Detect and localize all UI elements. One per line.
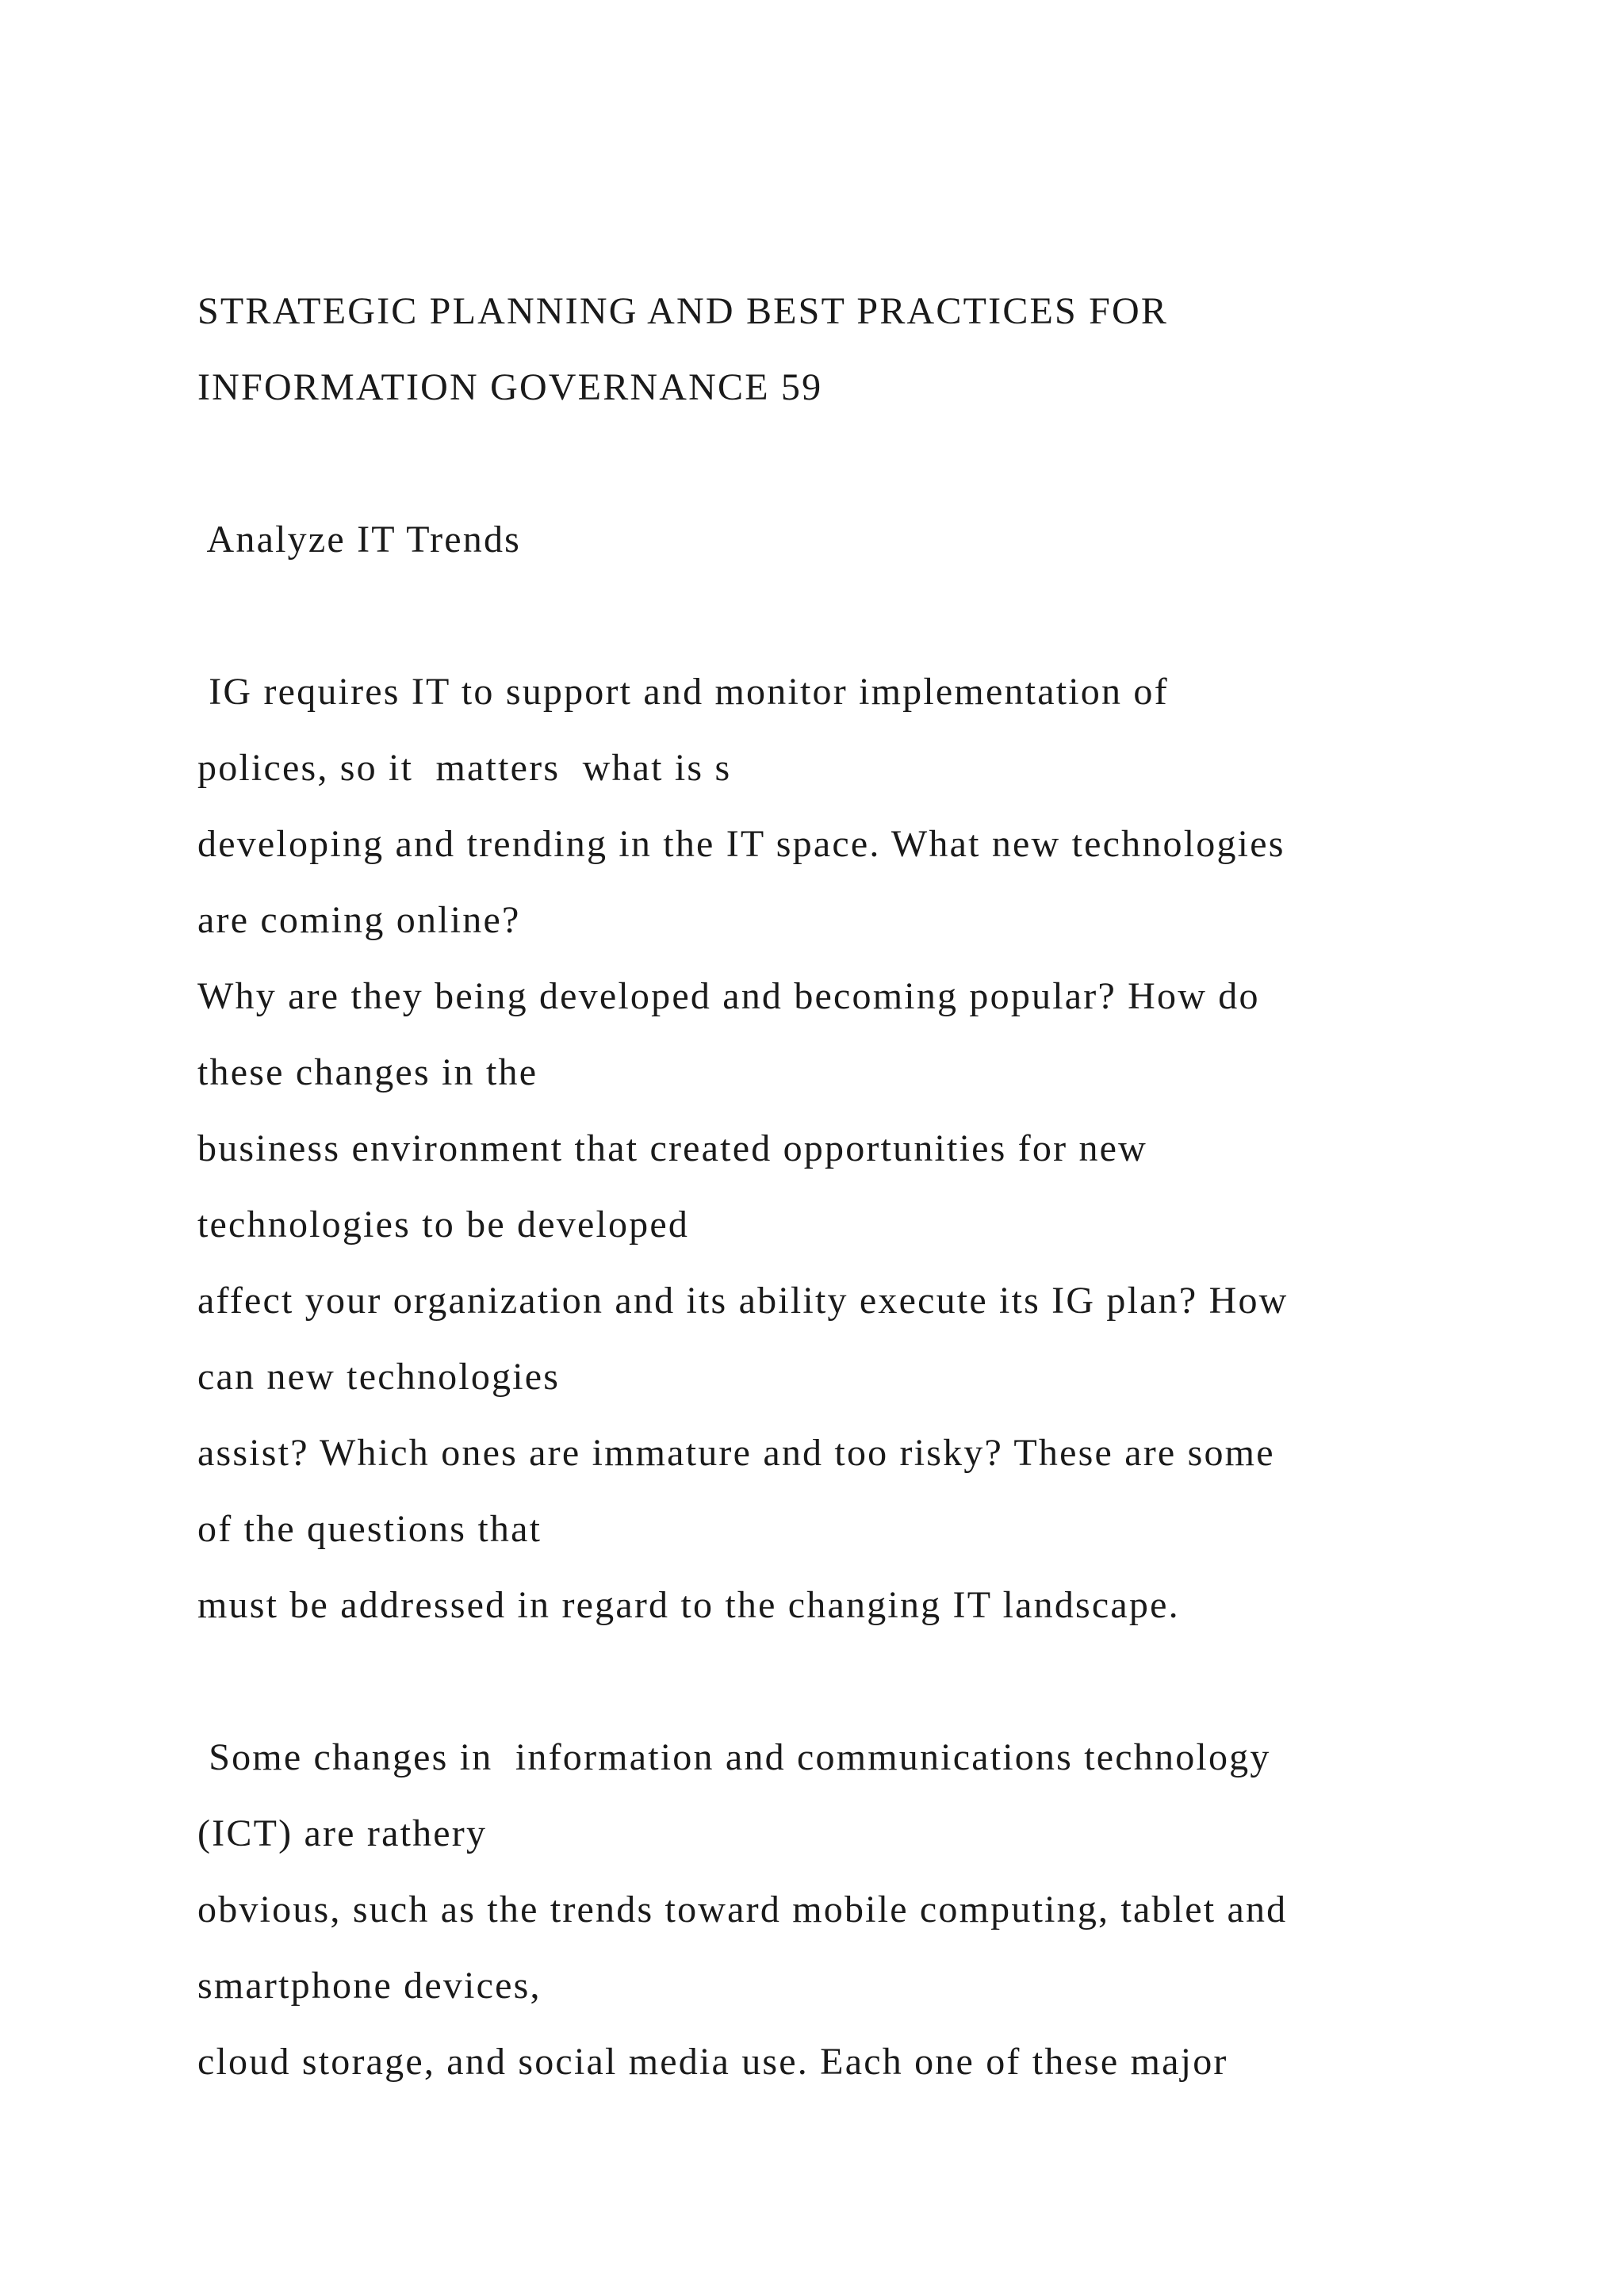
document-title [197, 274, 1545, 426]
text-line: are coming online? [197, 899, 521, 941]
paragraph [197, 1720, 1545, 2100]
title-line: STRATEGIC PLANNING AND BEST PRACTICES FOR [197, 290, 1169, 332]
spacer [197, 426, 1545, 502]
text-line: business environment that created opportunities for new [197, 1127, 1148, 1169]
text-line: can new technologies [197, 1356, 561, 1398]
text-line: IG requires IT to support and monitor implementation of [197, 671, 1169, 713]
text-line: polices, so it matters what is s [197, 747, 732, 789]
text-line: (ICT) are rathery [197, 1812, 488, 1854]
text-line: of the questions that [197, 1508, 542, 1550]
title-line: INFORMATION GOVERNANCE 59 [197, 366, 823, 408]
text-line: cloud storage, and social media use. Each one of these major [197, 2041, 1228, 2083]
text-line: smartphone devices, [197, 1965, 542, 2007]
text-line: obvious, such as the trends toward mobile computing, tablet and [197, 1888, 1288, 1931]
text-line: developing and trending in the IT space. What new technologies [197, 823, 1285, 865]
text-line: affect your organization and its ability execute its IG plan? How [197, 1280, 1289, 1322]
text-line: Some changes in information and communications technology [197, 1736, 1271, 1778]
section-heading: Analyze IT Trends [197, 519, 522, 561]
spacer [197, 578, 1545, 654]
spacer [197, 1644, 1545, 1720]
text-line: these changes in the [197, 1051, 538, 1093]
text-line: technologies to be developed [197, 1203, 690, 1246]
text-line: Why are they being developed and becoming popular? How do [197, 975, 1260, 1017]
text-line: must be addressed in regard to the changing IT landscape. [197, 1584, 1180, 1626]
text-line: assist? Which ones are immature and too risky? These are some [197, 1432, 1275, 1474]
document-body [197, 274, 1545, 2100]
paragraph [197, 654, 1545, 1644]
